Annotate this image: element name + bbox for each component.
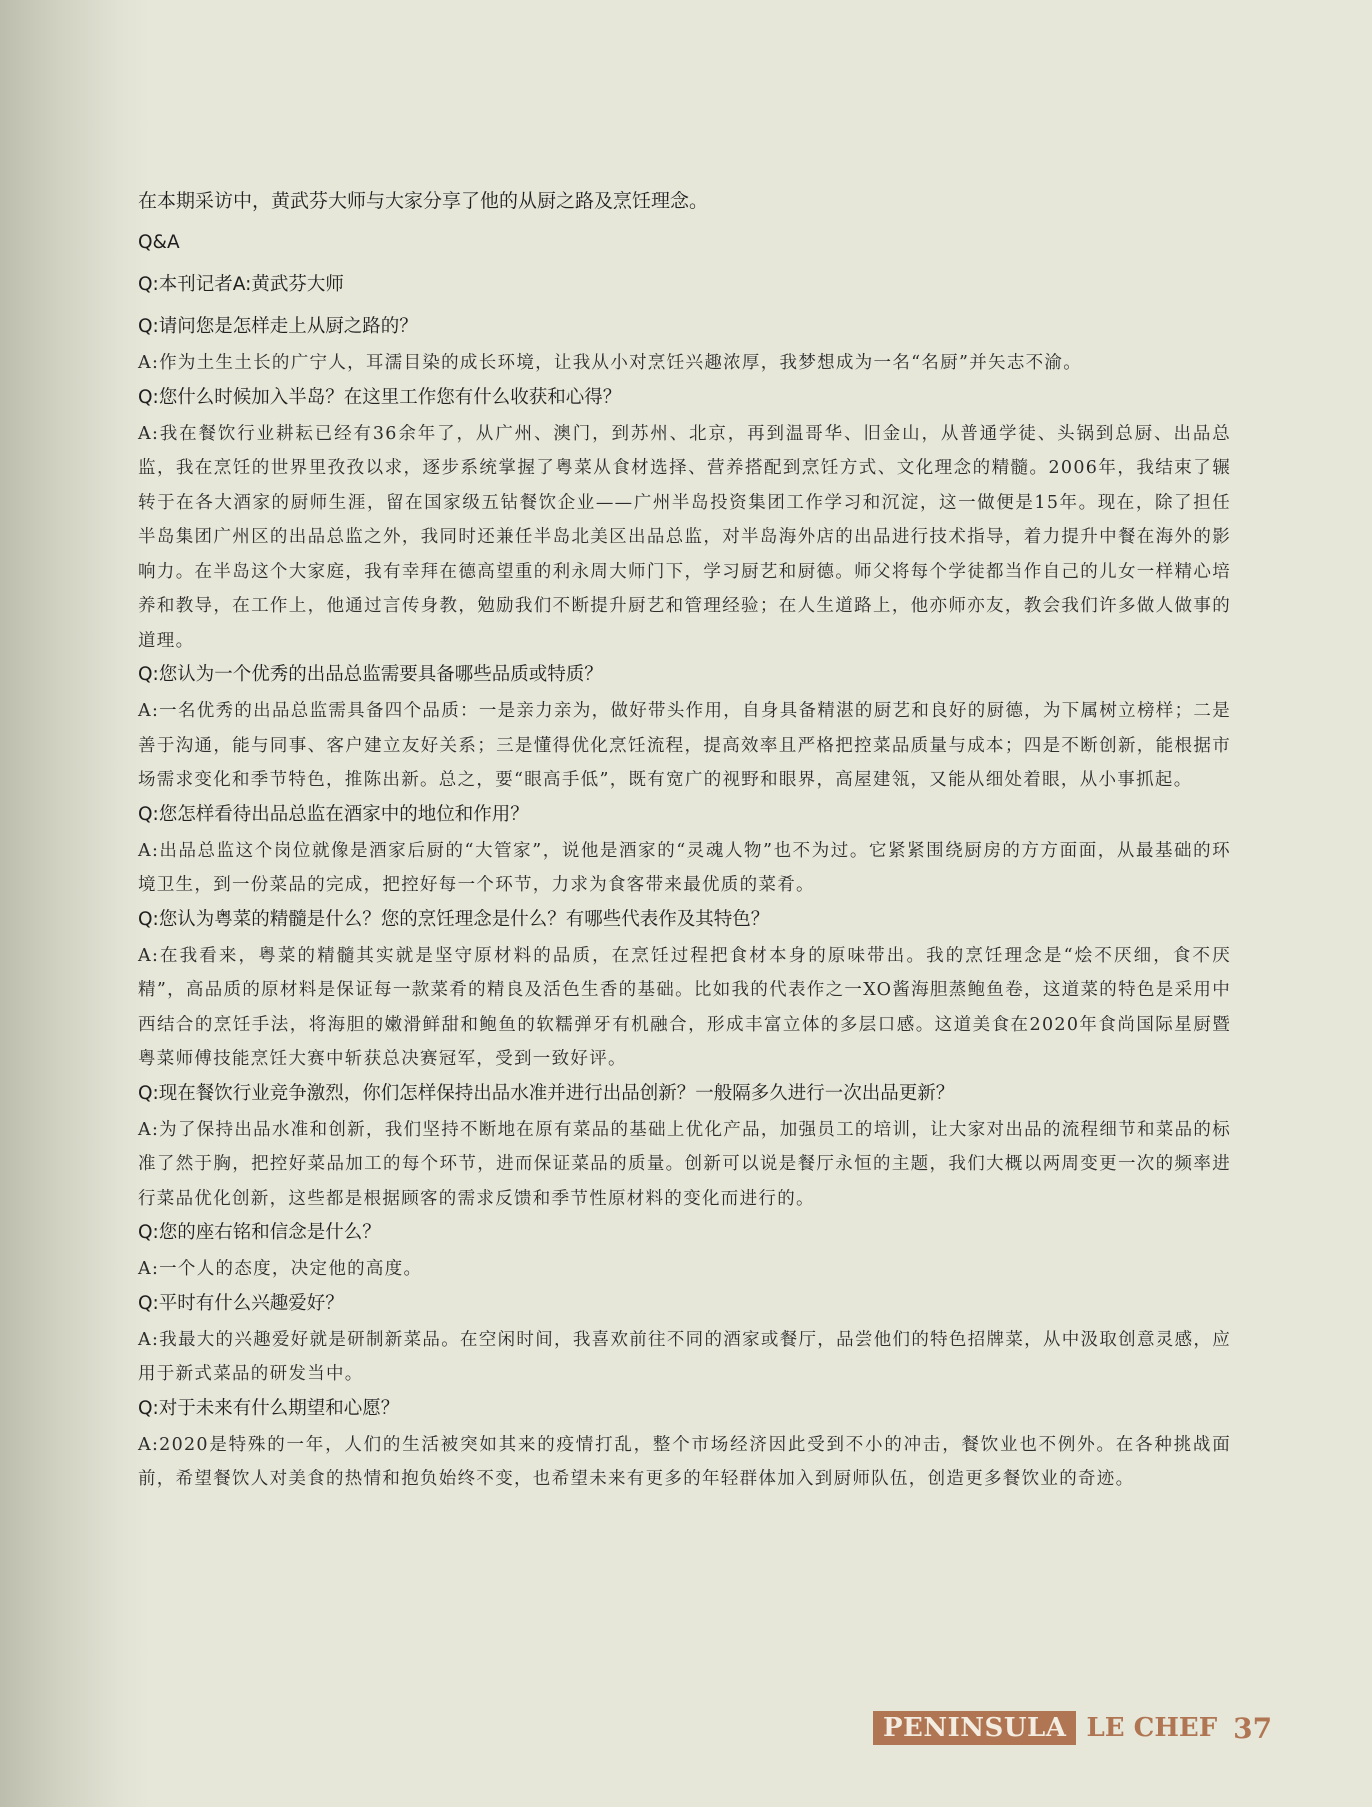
question-9: Q:对于未来有什么期望和心愿？ [138,1397,400,1419]
article-intro: 在本期采访中，黄武芬大师与大家分享了他的从厨之路及烹饪理念。 [138,190,709,212]
page-footer [873,1711,1272,1745]
answer-7: A:一个人的态度，决定他的高度。 [138,1259,423,1279]
section-heading: Q&A [138,232,180,253]
answer-2: A:我在餐饮行业耕耘已经有36余年了，从广州、澳门，到苏州、北京，再到温哥华、旧金山，从普通学徒、头锅到总厨、出品总监，我在烹饪的世界里孜孜以求，逐步系统掌握了粤菜从食材选择、营养搭配到烹饪方式、文化理念的精髓。2006年，我结束了辗转于在各大酒家的厨师生涯，留在国家级五钻餐饮企业——广州半岛投资集团工作学习和沉淀，这一做便是15年。现在，除了担任半岛集团广州区的出品总监之外，我同时还兼任半岛北美区出品总监，对半岛海外店的出品进行技术指导，着力提升中餐在海外的影响力。在半岛这个大家庭，我有幸拜在德高望重的利永周大师门下，学习厨艺和厨德。师父将每个学徒都当作自己的儿女一样精心培养和教导，在工作上，他通过言传身教，勉励我们不断提升厨艺和管理经验；在人生道路上，他亦师亦友，教会我们许多做人做事的道理。 [138,423,1231,651]
answer-1: A:作为土生土长的广宁人，耳濡目染的成长环境，让我从小对烹饪兴趣浓厚，我梦想成为一名“名厨”并矢志不渝。 [138,353,1083,373]
page-spine-shadow [0,0,150,1807]
question-4: Q:您怎样看待出品总监在酒家中的地位和作用？ [138,803,529,825]
page-number: 37 [1233,1711,1273,1745]
answer-9: A:2020是特殊的一年，人们的生活被突如其来的疫情打乱，整个市场经济因此受到不小的冲击，餐饮业也不例外。在各种挑战面前，希望餐饮人对美食的热情和抱负始终不变，也希望未来有更多的年轻群体加入到厨师队伍，创造更多餐饮业的奇迹。 [138,1434,1231,1489]
question-7: Q:您的座右铭和信念是什么？ [138,1222,381,1243]
magazine-subtitle: LE CHEF [1086,1713,1218,1743]
question-2: Q:您什么时候加入半岛？在这里工作您有什么收获和心得？ [138,386,622,408]
answer-3: A:一名优秀的出品总监需具备四个品质：一是亲力亲为，做好带头作用，自身具备精湛的厨艺和良好的厨德，为下属树立榜样；二是善于沟通，能与同事、客户建立友好关系；三是懂得优化烹饪流程，提高效率且严格把控菜品质量与成本；四是不断创新，能根据市场需求变化和季节特色，推陈出新。总之，要“眼高手低”，既有宽广的视野和眼界，高屋建瓴，又能从细处着眼，从小事抓起。 [138,701,1231,790]
speaker-legend: Q:本刊记者A:黄武芬大师 [138,274,344,295]
question-1: Q:请问您是怎样走上从厨之路的？ [138,316,418,337]
answer-4: A:出品总监这个岗位就像是酒家后厨的“大管家”，说他是酒家的“灵魂人物”也不为过。它紧紧围绕厨房的方方面面，从最基础的环境卫生，到一份菜品的完成，把控好每一个环节，力求为食客带来最优质的菜肴。 [138,840,1231,895]
article-body [138,186,1231,1499]
answer-5: A:在我看来，粤菜的精髓其实就是坚守原材料的品质，在烹饪过程把食材本身的原味带出。我的烹饪理念是“烩不厌细，食不厌精”，高品质的原材料是保证每一款菜肴的精良及活色生香的基础。比如我的代表作之一XO酱海胆蒸鲍鱼卷，这道菜的特色是采用中西结合的烹饪手法，将海胆的嫩滑鲜甜和鲍鱼的软糯弹牙有机融合，形成丰富立体的多层口感。这道美食在2020年食尚国际星厨暨粤菜师傅技能烹饪大赛中斩获总决赛冠军，受到一致好评。 [138,945,1231,1069]
brand-logo: PENINSULA [873,1711,1076,1745]
question-6: Q:现在餐饮行业竞争激烈，你们怎样保持出品水准并进行出品创新？一般隔多久进行一次出品更新？ [138,1082,955,1104]
answer-8: A:我最大的兴趣爱好就是研制新菜品。在空闲时间，我喜欢前往不同的酒家或餐厅，品尝他们的特色招牌菜，从中汲取创意灵感，应用于新式菜品的研发当中。 [138,1329,1231,1384]
answer-6: A:为了保持出品水准和创新，我们坚持不断地在原有菜品的基础上优化产品，加强员工的培训，让大家对出品的流程细节和菜品的标准了然于胸，把控好菜品加工的每个环节，进而保证菜品的质量。创新可以说是餐厅永恒的主题，我们大概以两周变更一次的频率进行菜品优化创新，这些都是根据顾客的需求反馈和季节性原材料的变化而进行的。 [138,1119,1231,1209]
question-5: Q:您认为粤菜的精髓是什么？您的烹饪理念是什么？有哪些代表作及其特色？ [138,908,770,930]
question-8: Q:平时有什么兴趣爱好？ [138,1292,344,1314]
question-3: Q:您认为一个优秀的出品总监需要具备哪些品质或特质？ [138,664,603,685]
